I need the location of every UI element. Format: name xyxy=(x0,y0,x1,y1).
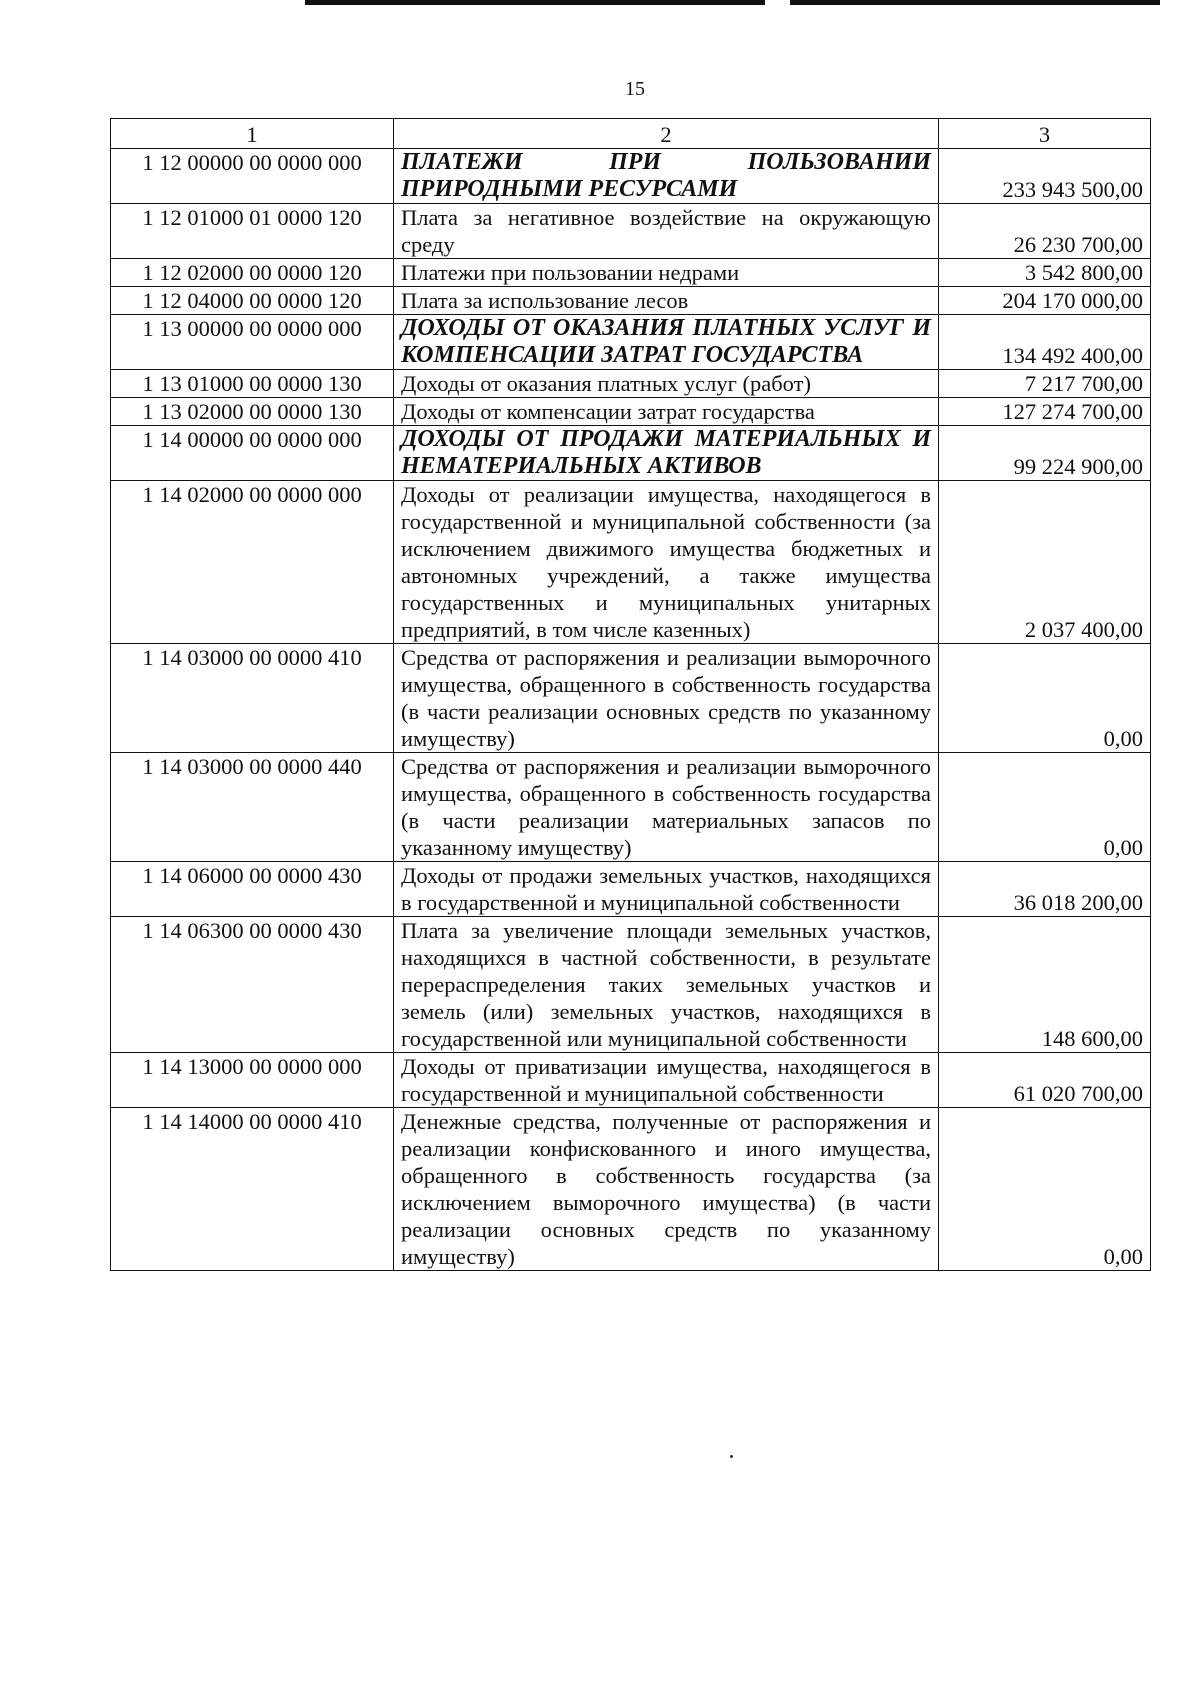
table-row xyxy=(111,644,1151,753)
table-row xyxy=(111,1108,1151,1271)
revenue-amount: 148 600,00 xyxy=(939,917,1151,1053)
revenue-code: 1 12 04000 00 0000 120 xyxy=(111,287,394,315)
revenue-code: 1 14 14000 00 0000 410 xyxy=(111,1108,394,1271)
column-header-code: 1 xyxy=(111,119,394,149)
revenue-name: Платежи при пользовании недрами xyxy=(394,259,939,287)
table-header-row xyxy=(111,119,1151,149)
revenue-amount: 7 217 700,00 xyxy=(939,370,1151,398)
revenue-code: 1 13 00000 00 0000 000 xyxy=(111,315,394,370)
table-row xyxy=(111,149,1151,204)
revenue-code: 1 14 02000 00 0000 000 xyxy=(111,481,394,644)
revenue-name: Плата за использование лесов xyxy=(394,287,939,315)
revenue-amount: 0,00 xyxy=(939,753,1151,862)
revenue-name: Доходы от продажи земельных участков, находящихся в государственной и муниципальной собственности xyxy=(394,862,939,917)
column-header-amount: 3 xyxy=(939,119,1151,149)
table-row xyxy=(111,481,1151,644)
table-row xyxy=(111,259,1151,287)
table-row xyxy=(111,426,1151,481)
revenue-code: 1 14 06300 00 0000 430 xyxy=(111,917,394,1053)
revenue-name: ДОХОДЫ ОТ ПРОДАЖИ МАТЕРИАЛЬНЫХ И НЕМАТЕРИАЛЬНЫХ АКТИВОВ xyxy=(394,426,939,481)
revenue-amount: 36 018 200,00 xyxy=(939,862,1151,917)
revenue-code: 1 12 01000 01 0000 120 xyxy=(111,204,394,259)
revenue-name: ПЛАТЕЖИ ПРИ ПОЛЬЗОВАНИИ ПРИРОДНЫМИ РЕСУРСАМИ xyxy=(394,149,939,204)
revenue-amount: 99 224 900,00 xyxy=(939,426,1151,481)
revenue-name: Денежные средства, полученные от распоряжения и реализации конфискованного и иного имущества, обращенного в собственность государства (за исключением выморочного имущества) (в части реализации основных средств по указанному имуществу) xyxy=(394,1108,939,1271)
column-header-name: 2 xyxy=(394,119,939,149)
table-row xyxy=(111,398,1151,426)
table-row xyxy=(111,917,1151,1053)
scan-edge-right xyxy=(790,0,1160,5)
revenue-name: Плата за увеличение площади земельных участков, находящихся в частной собственности, в результате перераспределения таких земельных участков и земель (или) земельных участков, находящихся в государственной или муниципальной собственности xyxy=(394,917,939,1053)
revenue-code: 1 14 00000 00 0000 000 xyxy=(111,426,394,481)
page-number: 15 xyxy=(625,78,645,100)
revenue-amount: 127 274 700,00 xyxy=(939,398,1151,426)
revenue-code: 1 12 02000 00 0000 120 xyxy=(111,259,394,287)
revenue-code: 1 13 02000 00 0000 130 xyxy=(111,398,394,426)
table-row xyxy=(111,370,1151,398)
revenue-amount: 2 037 400,00 xyxy=(939,481,1151,644)
table-row xyxy=(111,204,1151,259)
revenue-amount: 0,00 xyxy=(939,644,1151,753)
revenue-name: Доходы от приватизации имущества, находящегося в государственной и муниципальной собственности xyxy=(394,1053,939,1108)
table-row xyxy=(111,287,1151,315)
revenue-amount: 26 230 700,00 xyxy=(939,204,1151,259)
revenue-table xyxy=(110,118,1151,1271)
revenue-code: 1 14 06000 00 0000 430 xyxy=(111,862,394,917)
revenue-amount: 134 492 400,00 xyxy=(939,315,1151,370)
revenue-code: 1 13 01000 00 0000 130 xyxy=(111,370,394,398)
revenue-name: Средства от распоряжения и реализации выморочного имущества, обращенного в собственность государства (в части реализации основных средств по указанному имуществу) xyxy=(394,644,939,753)
table-row xyxy=(111,753,1151,862)
table-row xyxy=(111,315,1151,370)
revenue-name: Доходы от оказания платных услуг (работ) xyxy=(394,370,939,398)
revenue-amount: 3 542 800,00 xyxy=(939,259,1151,287)
revenue-code: 1 14 03000 00 0000 410 xyxy=(111,644,394,753)
revenue-name: Средства от распоряжения и реализации выморочного имущества, обращенного в собственность государства (в части реализации материальных запасов по указанному имуществу) xyxy=(394,753,939,862)
table-row xyxy=(111,1053,1151,1108)
revenue-amount: 204 170 000,00 xyxy=(939,287,1151,315)
scan-speck xyxy=(730,1455,733,1458)
revenue-code: 1 14 13000 00 0000 000 xyxy=(111,1053,394,1108)
revenue-amount: 233 943 500,00 xyxy=(939,149,1151,204)
scan-edge-left xyxy=(305,0,765,5)
revenue-name: Доходы от реализации имущества, находящегося в государственной и муниципальной собственности (за исключением движимого имущества бюджетных и автономных учреждений, а также имущества государственных и муниципальных унитарных предприятий, в том числе казенных) xyxy=(394,481,939,644)
revenue-code: 1 14 03000 00 0000 440 xyxy=(111,753,394,862)
table-body xyxy=(111,149,1151,1271)
revenue-amount: 61 020 700,00 xyxy=(939,1053,1151,1108)
revenue-name: Плата за негативное воздействие на окружающую среду xyxy=(394,204,939,259)
revenue-name: Доходы от компенсации затрат государства xyxy=(394,398,939,426)
revenue-amount: 0,00 xyxy=(939,1108,1151,1271)
revenue-code: 1 12 00000 00 0000 000 xyxy=(111,149,394,204)
revenue-name: ДОХОДЫ ОТ ОКАЗАНИЯ ПЛАТНЫХ УСЛУГ И КОМПЕНСАЦИИ ЗАТРАТ ГОСУДАРСТВА xyxy=(394,315,939,370)
table-row xyxy=(111,862,1151,917)
